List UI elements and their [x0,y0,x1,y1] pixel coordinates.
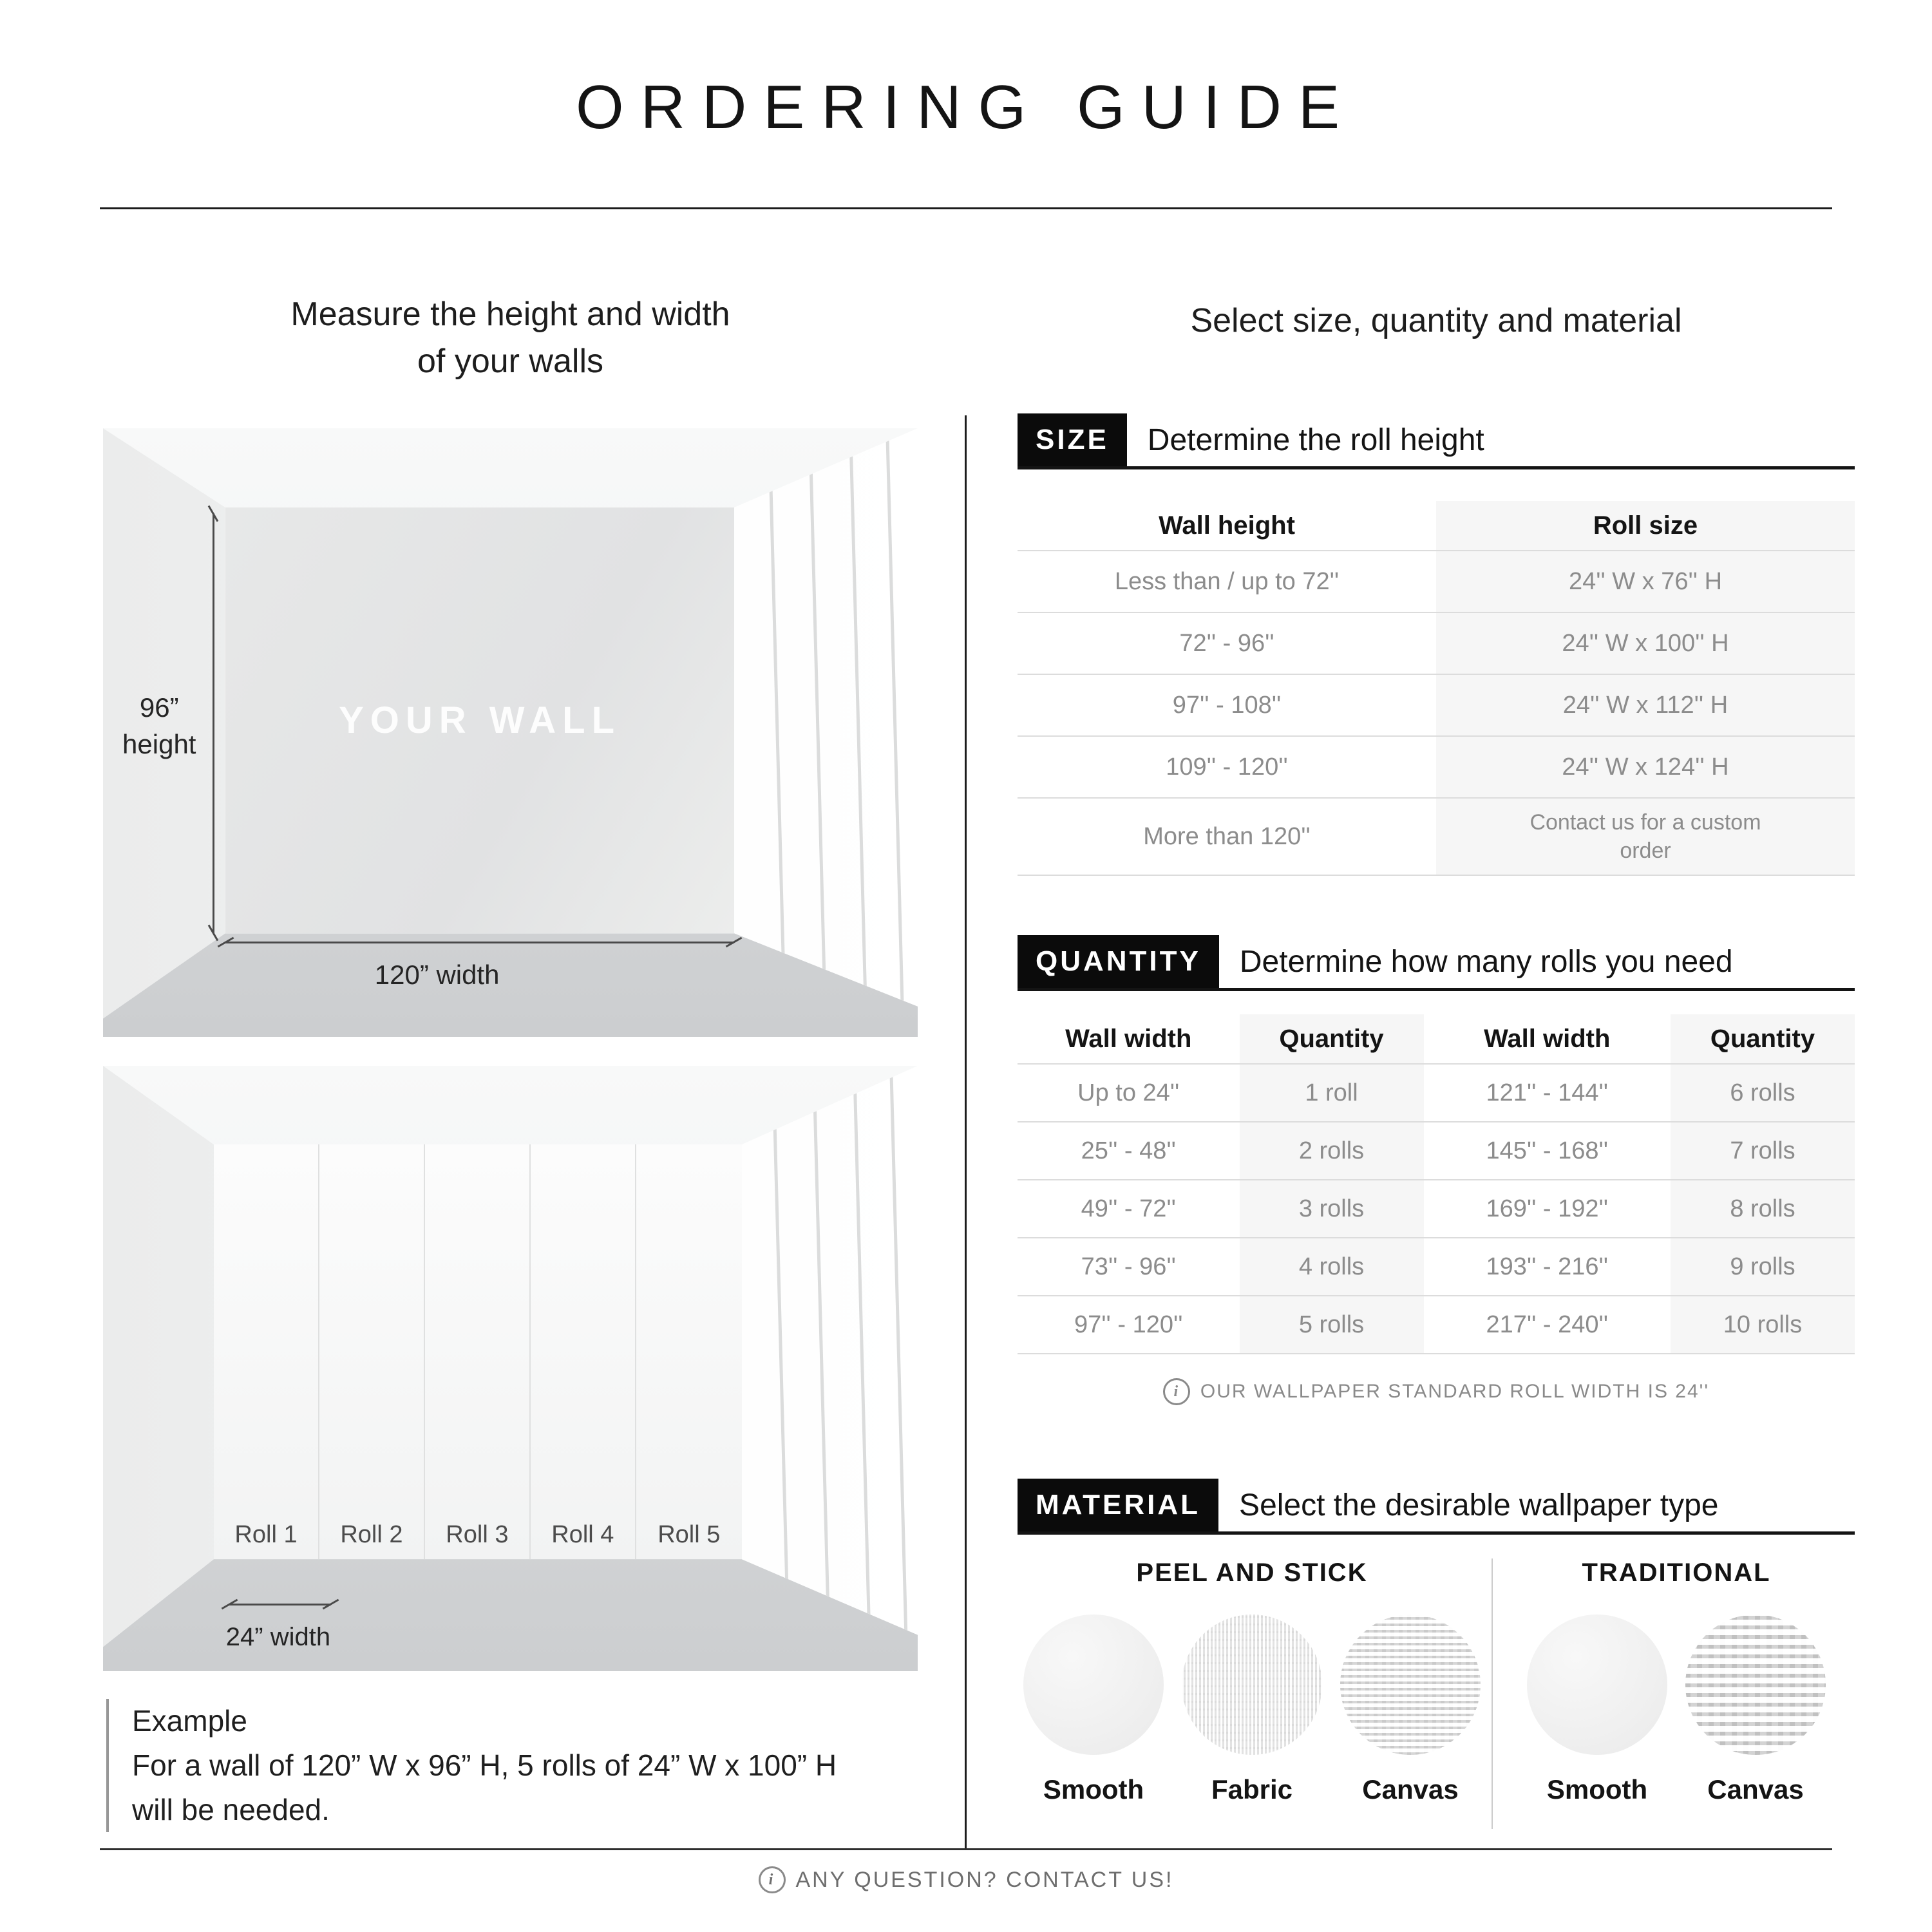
material-group-traditional [1498,1558,1855,1805]
size-cell-roll-size: 24'' W x 100'' H [1436,612,1855,674]
qty-cell-quantity: 6 rolls [1671,1063,1855,1121]
material-item-canvas [1340,1615,1481,1805]
window-frame-line [808,428,827,1012]
roll-width-note [1018,1378,1855,1405]
qty-cell-quantity: 2 rolls [1240,1121,1424,1179]
height-measure-line [213,513,214,933]
size-cell-roll-size: 24'' W x 76'' H [1436,550,1855,612]
footer-note-text: ANY QUESTION? CONTACT US! [795,1867,1174,1892]
material-swatches [1023,1615,1481,1805]
qty-cell-quantity: 7 rolls [1671,1121,1855,1179]
material-group-title: TRADITIONAL [1582,1558,1771,1587]
qty-cell-quantity: 3 rolls [1240,1179,1424,1237]
qty-cell-quantity: 9 rolls [1671,1237,1855,1295]
swatch-label: Canvas [1362,1774,1459,1804]
size-cell-roll-size: 24'' W x 124'' H [1436,735,1855,797]
qty-cell-wall-width: 49'' - 72'' [1018,1179,1240,1237]
swatch-label: Smooth [1546,1774,1648,1804]
your-wall-surface [225,507,735,934]
footer-note [0,1866,1932,1893]
size-badge: SIZE [1018,413,1127,466]
roll-label: Roll 2 [340,1521,403,1549]
example-line2: will be needed. [132,1793,330,1826]
material-item-smooth [1527,1615,1667,1805]
material-group-peel-and-stick [1018,1558,1486,1805]
size-subtitle: Determine the roll height [1147,422,1484,457]
roll-panel [425,1144,531,1559]
roll-label: Roll 3 [446,1521,509,1549]
example-title: Example [132,1704,247,1738]
size-col-roll-size: Roll size [1436,501,1855,550]
canvas-texture-swatch [1340,1615,1481,1755]
size-section-header [1018,413,1855,469]
size-cell-wall-height: Less than / up to 72'' [1018,550,1436,612]
swatch-label: Smooth [1043,1774,1144,1804]
size-table [1018,501,1855,876]
size-cell-roll-size: 24'' W x 112'' H [1436,674,1855,735]
roll-panel [636,1144,742,1559]
title-divider [100,207,1832,209]
size-cell-roll-size [1436,797,1855,876]
column-divider [965,415,967,1848]
your-wall-label: YOUR WALL [339,699,621,742]
qty-cell-wall-width: 145'' - 168'' [1424,1121,1671,1179]
roll-label: Roll 4 [551,1521,614,1549]
roll-width-label: 24” width [225,1622,331,1651]
size-cell-wall-height: 72'' - 96'' [1018,612,1436,674]
info-icon: i [759,1866,786,1893]
qty-cell-quantity: 4 rolls [1240,1237,1424,1295]
left-column-heading [103,291,918,385]
material-group-divider [1492,1558,1493,1829]
size-cell-wall-height: More than 120'' [1018,797,1436,876]
quantity-table [1018,1014,1855,1354]
material-item-fabric [1182,1615,1322,1805]
qty-cell-wall-width: 121'' - 144'' [1424,1063,1671,1121]
roll-panel [531,1144,636,1559]
qty-cell-quantity: 8 rolls [1671,1179,1855,1237]
material-swatches [1527,1615,1826,1805]
qty-col-quantity: Quantity [1240,1014,1424,1063]
size-cell-wall-height: 109'' - 120'' [1018,735,1436,797]
left-heading-line2: of your walls [417,342,603,380]
window-frame-line [886,428,904,1012]
qty-cell-quantity: 1 roll [1240,1063,1424,1121]
material-group-title: PEEL AND STICK [1136,1558,1368,1587]
height-value: 96” [139,692,179,723]
qty-cell-wall-width: 193'' - 216'' [1424,1237,1671,1295]
window-frame-line [853,1066,872,1647]
roll-panels [214,1144,742,1559]
size-cell-wall-height: 97'' - 108'' [1018,674,1436,735]
qty-col-quantity: Quantity [1671,1014,1855,1063]
smooth-texture-swatch [1023,1615,1164,1755]
height-measure-label [106,690,212,762]
quantity-section-header [1018,935,1855,991]
qty-cell-wall-width: Up to 24'' [1018,1063,1240,1121]
info-icon: i [1163,1378,1190,1405]
smooth-texture-swatch [1527,1615,1667,1755]
left-heading-line1: Measure the height and width [290,296,730,333]
roll-panel [319,1144,425,1559]
canvas-texture-swatch [1685,1615,1826,1755]
qty-cell-wall-width: 73'' - 96'' [1018,1237,1240,1295]
material-item-canvas [1685,1615,1826,1805]
width-measure-line [225,942,735,943]
height-word: height [122,729,196,760]
roll-width-measure-line [229,1604,331,1605]
roll-width-note-text: OUR WALLPAPER STANDARD ROLL WIDTH IS 24'' [1200,1381,1710,1402]
qty-cell-wall-width: 217'' - 240'' [1424,1295,1671,1354]
width-measure-label: 120” width [374,959,500,990]
custom-order-text: Contact us for a custom order [1530,810,1761,863]
material-item-smooth [1023,1615,1164,1805]
roll-label: Roll 1 [234,1521,298,1549]
material-options [1018,1558,1855,1829]
example-block [106,1699,918,1832]
right-column-heading: Select size, quantity and material [1190,302,1682,339]
qty-cell-wall-width: 97'' - 120'' [1018,1295,1240,1354]
qty-col-wall-width: Wall width [1065,1024,1192,1053]
qty-cell-quantity: 5 rolls [1240,1295,1424,1354]
window-frame-line [768,428,786,1012]
footer-divider [100,1848,1832,1850]
qty-cell-quantity: 10 rolls [1671,1295,1855,1354]
swatch-label: Canvas [1707,1774,1804,1804]
example-line1: For a wall of 120” W x 96” H, 5 rolls of 24” W x 100” H [132,1748,837,1782]
quantity-badge: QUANTITY [1018,935,1219,988]
fabric-texture-swatch [1182,1615,1322,1755]
window-frame-line [772,1066,790,1647]
qty-cell-wall-width: 169'' - 192'' [1424,1179,1671,1237]
size-col-wall-height: Wall height [1159,511,1295,540]
room-illustration-rolls [103,1066,918,1671]
roll-panel [214,1144,319,1559]
qty-col-wall-width: Wall width [1484,1024,1611,1053]
swatch-label: Fabric [1211,1774,1293,1804]
material-section-header [1018,1479,1855,1535]
room-illustration-measure [103,428,918,1037]
window-frame-line [890,1066,909,1647]
material-subtitle: Select the desirable wallpaper type [1239,1488,1719,1522]
window-frame-line [849,428,867,1012]
quantity-subtitle: Determine how many rolls you need [1239,944,1733,979]
material-badge: MATERIAL [1018,1479,1218,1531]
roll-label: Roll 5 [658,1521,721,1549]
window-frame-line [812,1066,831,1647]
qty-cell-wall-width: 25'' - 48'' [1018,1121,1240,1179]
wallpapered-wall [214,1144,742,1559]
page-title: ORDERING GUIDE [575,73,1357,142]
